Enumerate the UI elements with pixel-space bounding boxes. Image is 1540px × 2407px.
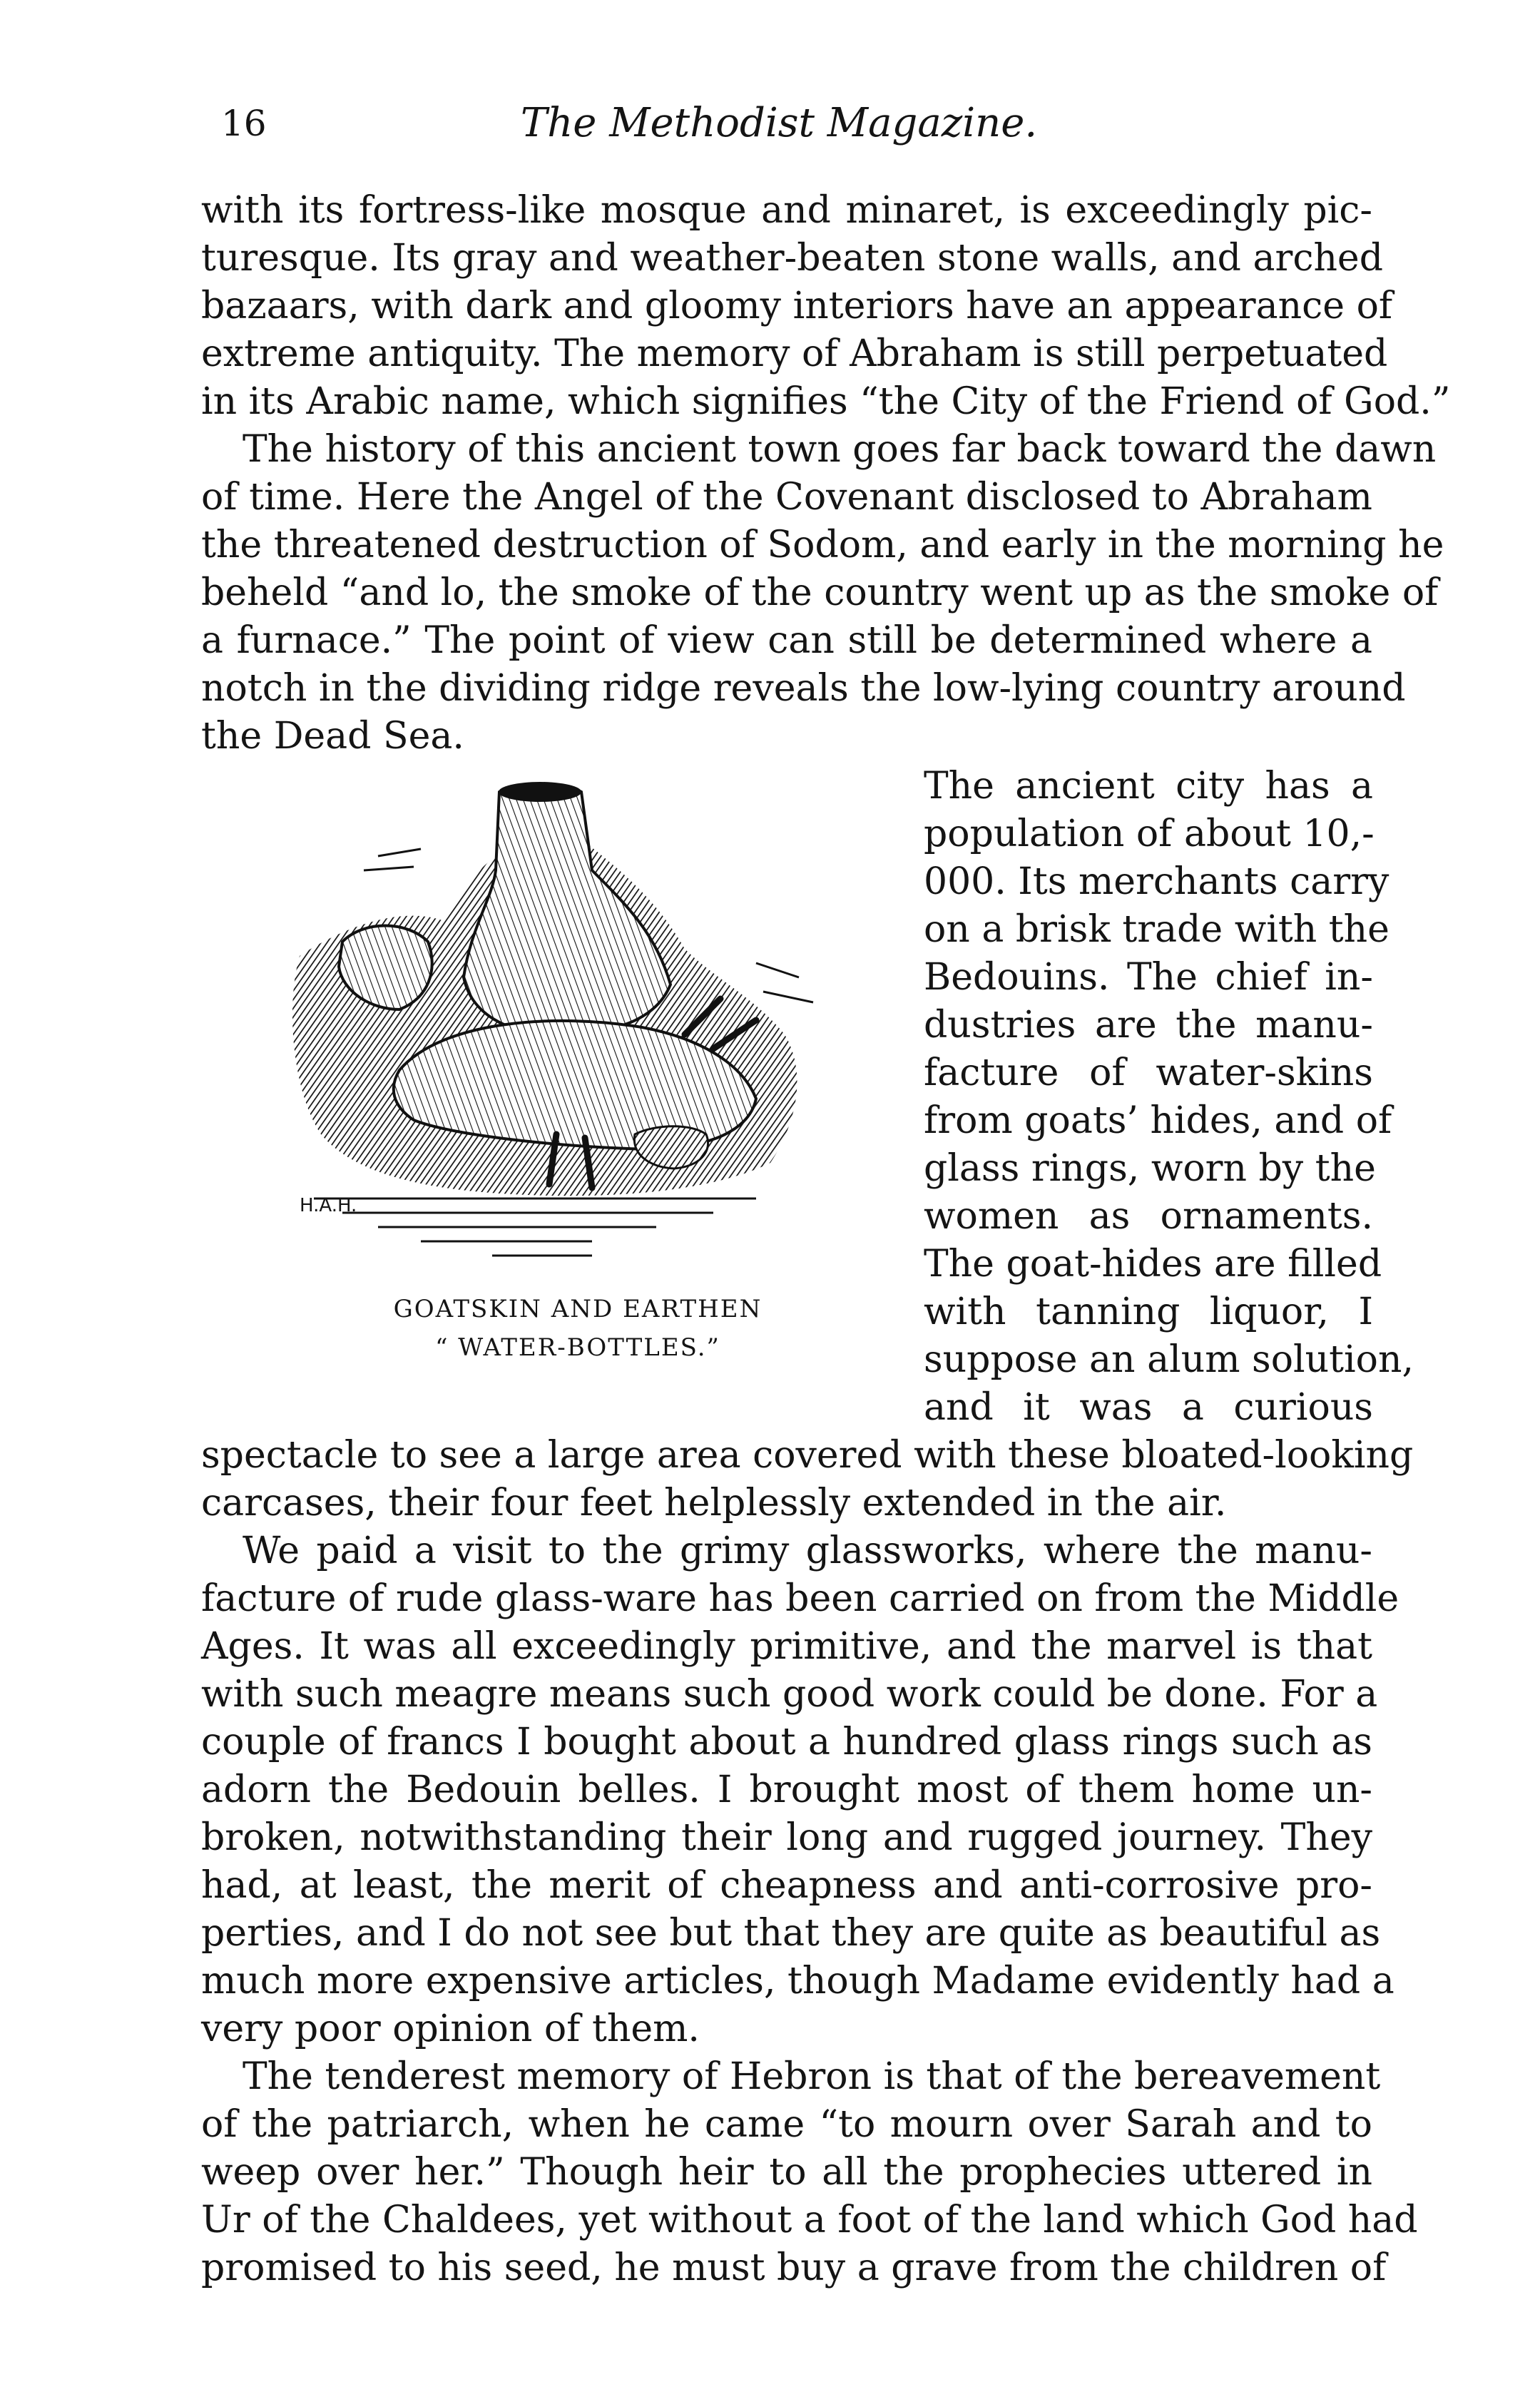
text-line: adorn the Bedouin belles. I brought most of them home un- <box>201 1769 1372 1811</box>
text-line: Bedouins. The chief in- <box>924 956 1373 999</box>
text-line: dustries are the manu- <box>924 1004 1373 1047</box>
running-title: The Methodist Magazine. <box>520 100 1038 146</box>
text-line: from goats’ hides, and of <box>924 1099 1392 1142</box>
text-line: bazaars, with dark and gloomy interiors have an appearance of <box>201 285 1393 327</box>
text-line: weep over her.” Though heir to all the prophecies uttered in <box>201 2151 1372 2194</box>
text-line: of time. Here the Angel of the Covenant disclosed to Abraham <box>201 476 1372 519</box>
engraver-signature: H.A.H. <box>300 1195 357 1216</box>
text-line: and it was a curious <box>924 1386 1373 1429</box>
text-line: facture of rude glass-ware has been carried on from the Middle <box>201 1577 1399 1620</box>
text-line: with tanning liquor, I <box>924 1291 1373 1333</box>
text-line: turesque. Its gray and weather-beaten stone walls, and arched <box>201 237 1383 280</box>
goatskin-water-bottles-illustration <box>257 763 884 1277</box>
text-line: glass rings, worn by the <box>924 1147 1376 1190</box>
text-line: perties, and I do not see but that they are quite as beautiful as <box>201 1912 1381 1955</box>
text-line: broken, notwithstanding their long and rugged journey. They <box>201 1816 1372 1859</box>
text-line: Ur of the Chaldees, yet without a foot of the land which God had <box>201 2199 1418 2241</box>
text-line: the threatened destruction of Sodom, and early in the morning he <box>201 524 1444 566</box>
text-line: suppose an alum solution, <box>924 1338 1414 1381</box>
text-line: of the patriarch, when he came “to mourn over Sarah and to <box>201 2103 1372 2146</box>
text-line: population of about 10,- <box>924 813 1375 855</box>
text-line: women as ornaments. <box>924 1195 1373 1238</box>
text-line: Ages. It was all exceedingly primitive, and the marvel is that <box>201 1625 1372 1668</box>
text-line: facture of water-skins <box>924 1052 1373 1094</box>
figure-caption-line2: “ WATER-BOTTLES.” <box>435 1333 720 1362</box>
text-line: in its Arabic name, which signifies “the City of the Friend of God.” <box>201 380 1451 423</box>
text-line: beheld “and lo, the smoke of the country went up as the smoke of <box>201 571 1439 614</box>
text-line: The tenderest memory of Hebron is that of the bereavement <box>243 2055 1381 2098</box>
text-line: on a brisk trade with the <box>924 908 1389 951</box>
text-line: extreme antiquity. The memory of Abraham is still perpetuated <box>201 332 1388 375</box>
page-header <box>187 100 1371 157</box>
text-line: notch in the dividing ridge reveals the low-lying country around <box>201 667 1406 710</box>
text-line: the Dead Sea. <box>201 715 464 758</box>
text-line: spectacle to see a large area covered with these bloated-looking <box>201 1434 1414 1477</box>
text-line: 000. Its merchants carry <box>924 860 1389 903</box>
text-line: had, at least, the merit of cheapness and anti-corrosive pro- <box>201 1864 1372 1907</box>
text-line: with its fortress-like mosque and minaret, is exceedingly pic- <box>201 189 1372 232</box>
text-line: with such meagre means such good work could be done. For a <box>201 1673 1378 1716</box>
page-number: 16 <box>221 103 267 144</box>
text-line: a furnace.” The point of view can still be determined where a <box>201 619 1372 662</box>
text-line: We paid a visit to the grimy glassworks, where the manu- <box>243 1530 1372 1572</box>
text-line: promised to his seed, he must buy a grave from the children of <box>201 2246 1387 2289</box>
text-line: much more expensive articles, though Madame evidently had a <box>201 1960 1394 2003</box>
text-line: The ancient city has a <box>924 765 1373 808</box>
figure-caption-line1: GOATSKIN AND EARTHEN <box>393 1295 763 1323</box>
text-line: carcases, their four feet helplessly extended in the air. <box>201 1482 1227 1525</box>
text-line: very poor opinion of them. <box>201 2007 700 2050</box>
text-line: couple of francs I bought about a hundred glass rings such as <box>201 1721 1372 1764</box>
text-line: The history of this ancient town goes far back toward the dawn <box>243 428 1437 471</box>
text-line: The goat-hides are filled <box>924 1243 1382 1286</box>
